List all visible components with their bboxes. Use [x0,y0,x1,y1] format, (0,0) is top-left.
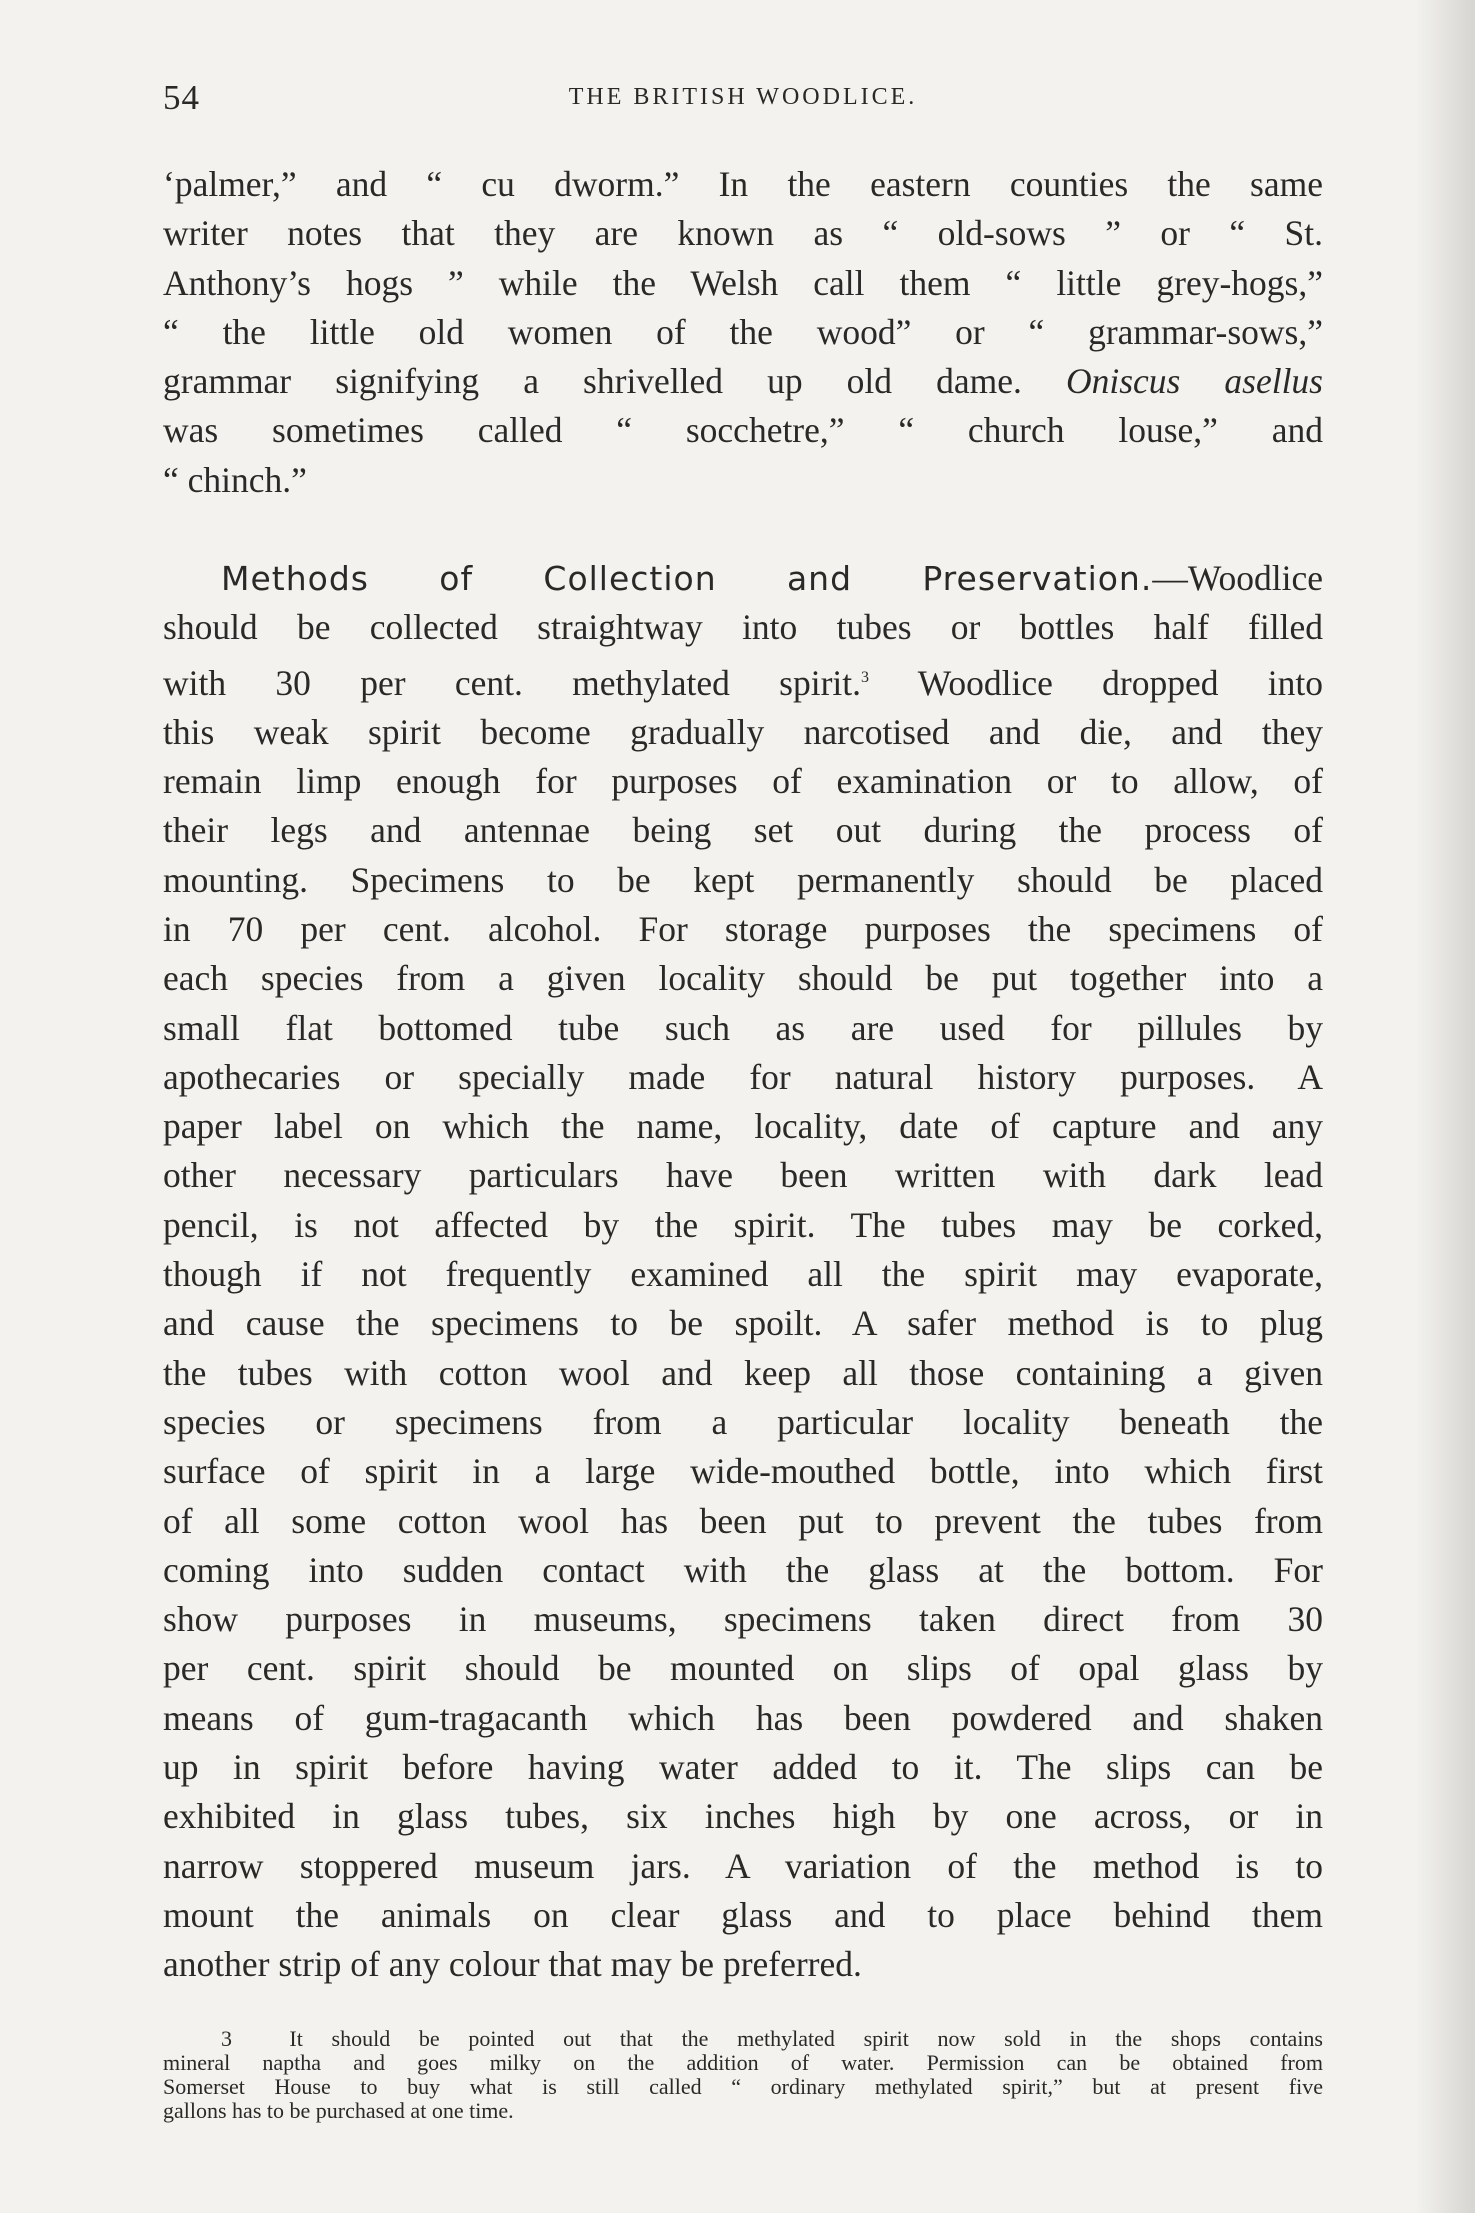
text-line: exhibited in glass tubes, six inches high by one across, or in [163,1796,1323,1837]
text-line: writer notes that they are known as “ old-sows ” or “ St. [163,213,1323,254]
text-line: another strip of any colour that may be preferred. [163,1944,862,1985]
text-line: “ chinch.” [163,459,307,500]
text-line: up in spirit before having water added to it. The slips can be [163,1747,1323,1788]
text-line: was sometimes called “ socchetre,” “ church louse,” and [163,410,1323,451]
text-line [163,357,1323,406]
text-line: per cent. spirit should be mounted on slips of opal glass by [163,1648,1323,1689]
text-line: should be collected straightway into tubes or bottles half filled [163,607,1323,648]
text-line: narrow stoppered museum jars. A variation of the method is to [163,1845,1323,1886]
species-name: Oniscus asellus [1065,361,1324,402]
text-line: ‘palmer,” and “ cu dworm.” In the eastern counties the same [163,164,1323,204]
text-line: “ the little old women of the wood” or “ grammar-sows,” [163,311,1323,352]
text-line: Anthony’s hogs ” while the Welsh call them “ little grey-hogs,” [163,262,1323,303]
text-line: this weak spirit become gradually narcotised and die, and they [163,711,1323,752]
footnote-line: Somerset House to buy what is still called “ ordinary methylated spirit,” but at present five [163,2074,1323,2099]
text-line: mount the animals on clear glass and to place behind them [163,1894,1323,1935]
text-line: apothecaries or specially made for natural history purposes. A [163,1056,1323,1097]
text-line: paper label on which the name, locality, date of capture and any [163,1106,1323,1147]
text-line: small flat bottomed tube such as are used for pillules by [163,1007,1323,1048]
section-heading-line [163,554,1323,603]
text-line [163,653,1323,708]
text-segment: Woodlice dropped into [917,662,1324,703]
text-line: mounting. Specimens to be kept permanently should be placed [163,859,1323,900]
text-line: of all some cotton wool has been put to prevent the tubes from [163,1500,1323,1541]
text-line: each species from a given locality should be put together into a [163,958,1323,999]
text-line: other necessary particulars have been written with dark lead [163,1155,1323,1196]
text-line: species or specimens from a particular locality beneath the [163,1401,1323,1442]
text-line: surface of spirit in a large wide-mouthed bottle, into which first [163,1451,1323,1492]
footnote [163,2027,1323,2123]
text-line: the tubes with cotton wool and keep all those containing a given [163,1352,1323,1393]
footnote-ref: 3 [861,668,870,686]
footnote-line [163,2027,1323,2051]
running-head: THE BRITISH WOODLICE. [568,84,918,110]
text-line: and cause the specimens to be spoilt. A safer method is to plug [163,1303,1323,1344]
text-line: show purposes in museums, specimens taken direct from 30 [163,1599,1323,1640]
text-segment: with 30 per cent. methylated spirit. [163,662,862,703]
page-header [163,78,1323,128]
text-line: their legs and antennae being set out during the process of [163,810,1323,851]
text-segment: grammar signifying a shrivelled up old dame. [163,361,1022,402]
section-heading: Methods of Collection and Preservation. [221,559,1153,599]
text-line: remain limp enough for purposes of examination or to allow, of [163,761,1323,802]
text-line: means of gum-tragacanth which has been powdered and shaken [163,1697,1323,1738]
footnote-line: mineral naptha and goes milky on the addition of water. Permission can be obtained from [163,2050,1323,2075]
footnote-line: gallons has to be purchased at one time. [163,2098,514,2123]
text-line: coming into sudden contact with the glass at the bottom. For [163,1549,1323,1590]
footnote-number: 3 [221,2026,232,2051]
text-line: pencil, is not affected by the spirit. The tubes may be corked, [163,1204,1323,1245]
text-line: in 70 per cent. alcohol. For storage purposes the specimens of [163,908,1323,949]
page-number: 54 [163,78,200,117]
text-line: though if not frequently examined all the spirit may evaporate, [163,1254,1323,1295]
heading-tail: —Woodlice [1152,558,1323,599]
paragraph-gap [163,505,1323,554]
text-segment: It should be pointed out that the methylated spirit now sold in the shops contains [289,2026,1323,2051]
page-edge-shadow [1415,0,1475,2213]
body-text [163,160,1323,1990]
